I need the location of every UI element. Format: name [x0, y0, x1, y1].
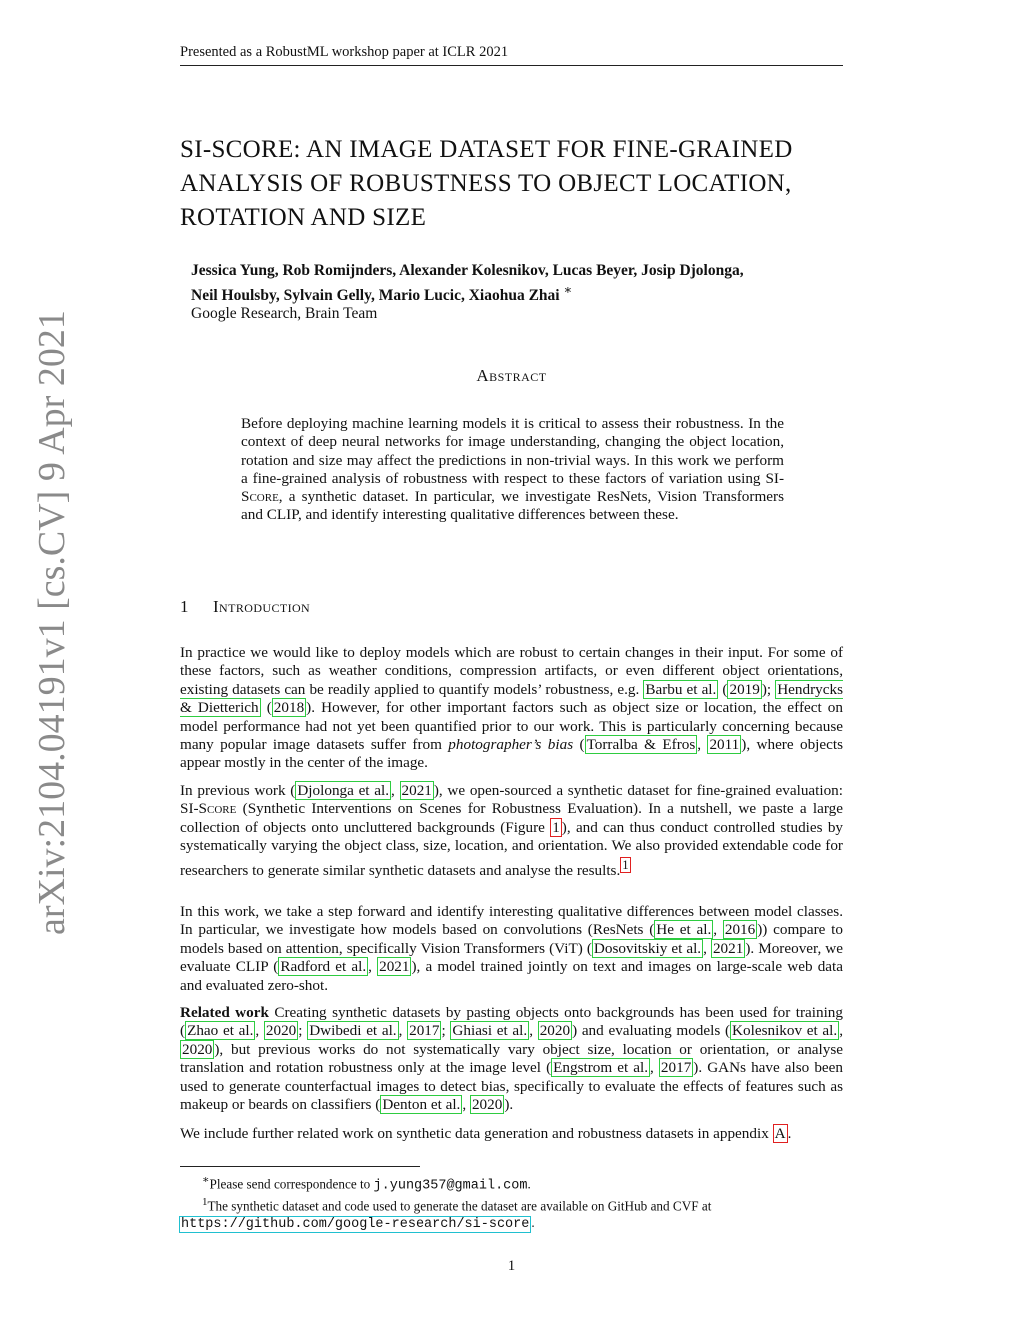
github-url-link[interactable]: https://github.com/google-research/si-score: [181, 1216, 530, 1232]
citation-link[interactable]: 2017: [409, 1022, 440, 1040]
citation-link[interactable]: Radford et al.: [280, 958, 367, 976]
author-list-line1: Jessica Yung, Rob Romijnders, Alexander Kolesnikov, Lucas Beyer, Josip Djolonga,: [191, 262, 744, 279]
intro-paragraph-1: In practice we would like to deploy models which are robust to certain changes in their input. For some of these factors, such as weather conditions, compression artifacts, or even different object orientations, existing datasets can be readily applied to quantify models’ robustness, e.g. Barbu et al. ( 2019 ); Hendrycks & Dietterich ( 2018 ). However, for other important factors such as object size or location, the effect on model performance had not yet been quantified prior to our work. This is particularly concerning because many popular image datasets suffer from photographer’s bias ( Torralba & Efros , 2011 ), where objects appear mostly in the center of the image.: [180, 644, 844, 772]
header-rule: [180, 65, 843, 66]
citation-link[interactable]: 2011: [709, 736, 740, 754]
affiliation: Google Research, Brain Team: [191, 305, 378, 323]
abstract-heading: Abstract: [476, 366, 547, 385]
appendix-ref-link[interactable]: A: [774, 1125, 786, 1142]
footnotes: ∗Please send correspondence to j.yung357@gmail.com. $^1$The synthetic dataset and code used to generate the dataset are available on GitHub and CVF at https://github.com/google-research/si-score .: [180, 1172, 843, 1233]
footnote-correspondence: ∗Please send correspondence to j.yung357@gmail.com.: [202, 1174, 531, 1194]
citation-link[interactable]: 2020: [471, 1096, 503, 1114]
citation-link[interactable]: 2020: [182, 1040, 213, 1058]
citation-link[interactable]: 2021: [379, 958, 410, 976]
footnote-rule: [180, 1166, 420, 1167]
author-block: [191, 262, 841, 324]
citation-link[interactable]: 2019: [729, 680, 760, 698]
footnote-dataset: $^1$The synthetic dataset and code used to generate the dataset are available on GitHub and CVF at: [202, 1196, 712, 1214]
figure-ref-link[interactable]: 1: [552, 818, 560, 836]
citation-link[interactable]: Dosovitskiy et al.: [593, 939, 702, 957]
page-number: 1: [507, 1258, 516, 1274]
related-work-paragraph: Related work Creating synthetic datasets by pasting objects onto backgrounds has been used for training ( Zhao et al. , 2020 ; Dwibedi et al. , 2017 ; Ghiasi et al. , 2020 ) and evaluating models ( Kolesnikov et al. , 2020 ), but previous works do not systematically vary object size, location or orientation, or analyse translation and rotation robustness only at the image level ( Engstrom et al. , 2017 ). GANs have also been used to generate counterfactual images to detect bias, specifically to evaluate the effects of features such as makeup or beards on classifiers ( Denton et al. , 2020 ).: [180, 1004, 843, 1114]
running-header: Presented as a RobustML workshop paper at ICLR 2021: [180, 44, 509, 60]
citation-link[interactable]: 2016: [724, 921, 756, 939]
citation-link[interactable]: He et al.: [656, 921, 712, 939]
citation-link[interactable]: 2021: [401, 782, 432, 799]
section-heading-introduction: 1 Introduction: [180, 597, 311, 616]
intro-paragraph-2: In previous work ( Djolonga et al. , 2021 ), we open-sourced a synthetic dataset for fine-grained evaluation: SI-Score (Synthetic Interventions on Scenes for Robustness Evaluation). In a nutshell, we paste a large collection of objects onto uncluttered backgrounds (Figure 1 ), and can thus conduct controlled studies by systematically varying the object class, size, location, and orientation. We also provided extendable code for researchers to generate similar synthetic datasets and analyse the results. $^1$: [180, 782, 844, 879]
appendix-paragraph: We include further related work on synthetic data generation and robustness datasets in appendix A .: [180, 1125, 792, 1142]
citation-link[interactable]: Engstrom et al.: [553, 1059, 649, 1077]
citation-link[interactable]: 2020: [265, 1022, 297, 1040]
arxiv-stamp[interactable]: arXiv:2104.04191v1 [cs.CV] 9 Apr 2021: [31, 310, 73, 935]
citation-link[interactable]: Hendrycks & Dietterich: [180, 680, 843, 717]
paper-title: SI-SCORE: AN IMAGE DATASET FOR FINE-GRAINED ANALYSIS OF ROBUSTNESS TO OBJECT LOCATION, ROTATION AND SIZE: [180, 136, 793, 231]
abstract-text: Before deploying machine learning models it is critical to assess their robustness. In the context of deep neural networks for image understanding, changing the object location, rotation and size may affect the predictions in non-trivial ways. In this work we perform a fine-grained analysis of robustness with respect to these factors of variation using SI-Score, a synthetic dataset. In particular, we investigate ResNets, Vision Transformers and CLIP, and identify interesting qualitative differences between these.: [241, 415, 784, 524]
related-work-heading: Related work: [180, 1004, 269, 1021]
citation-link[interactable]: Denton et al.: [382, 1096, 461, 1114]
citation-link[interactable]: Zhao et al.: [187, 1022, 254, 1040]
intro-paragraph-3: In this work, we take a step forward and identify interesting qualitative differences between model classes. In particular, we investigate how models based on convolutions (ResNets ( He et al. , 2016 )) compare to models based on attention, specifically Vision Transformers (ViT) ( Dosovitskiy et al. , 2021 ). Moreover, we evaluate CLIP ( Radford et al. , 2021 ), a model trained jointly on text and images on large-scale web data and evaluated zero-shot.: [180, 903, 844, 994]
footnote-ref-link[interactable]: 1: [622, 857, 629, 872]
citation-link[interactable]: Djolonga et al.: [297, 782, 389, 799]
citation-link[interactable]: 2020: [539, 1022, 571, 1040]
citation-link[interactable]: 2017: [660, 1059, 692, 1077]
author-list-line2: Neil Houlsby, Sylvain Gelly, Mario Lucic, Xiaohua Zhai: [191, 286, 560, 304]
email-address: j.yung357@gmail.com: [373, 1178, 528, 1194]
citation-link[interactable]: Ghiasi et al.: [452, 1022, 528, 1040]
citation-link[interactable]: Torralba & Efros: [586, 736, 696, 754]
citation-link[interactable]: Kolesnikov et al.: [732, 1022, 838, 1040]
citation-link[interactable]: 2018: [273, 699, 305, 717]
citation-link[interactable]: Barbu et al.: [645, 680, 717, 698]
author-footnote-marker: ∗: [563, 281, 573, 297]
citation-link[interactable]: 2021: [712, 939, 744, 957]
citation-link[interactable]: Dwibedi et al.: [309, 1022, 397, 1040]
